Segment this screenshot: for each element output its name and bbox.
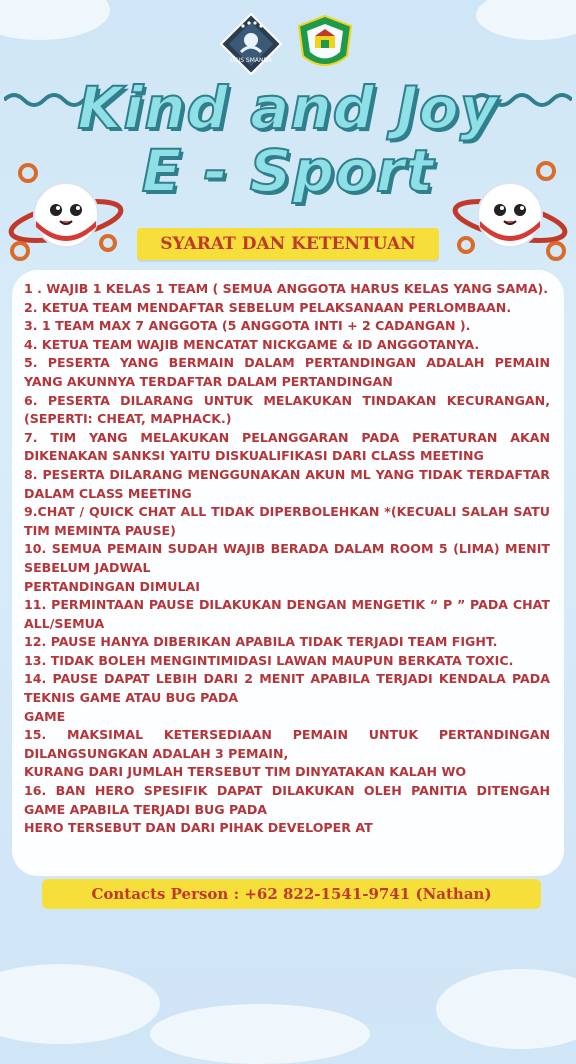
terms-banner: [137, 228, 439, 260]
contact-person-label: Contacts Person : +62 822-1541-9741 (Nathan): [91, 885, 492, 903]
rule-item: 10. SEMUA PEMAIN SUDAH WAJIB BERADA DALAM ROOM 5 (LIMA) MENIT SEBELUM JADWAL PERTANDINGAN DIMULAI: [24, 541, 550, 594]
rule-item: 12. PAUSE HANYA DIBERIKAN APABILA TIDAK TERJADI TEAM FIGHT.: [24, 634, 498, 650]
osis-smanda-logo-icon: [219, 12, 283, 76]
header-logos: [0, 12, 576, 76]
terms-banner-label: SYARAT DAN KETENTUAN: [160, 234, 416, 254]
rule-item: 7. TIM YANG MELAKUKAN PELANGGARAN PADA PERATURAN AKAN DIKENAKAN SANKSI YAITU DISKUALIFIKASI DARI CLASS MEETING: [24, 429, 550, 464]
rule-item: 14. PAUSE DAPAT LEBIH DARI 2 MENIT APABILA TERJADI KENDALA PADA TEKNIS GAME ATAU BUG PADA GAME: [24, 671, 550, 724]
cloud-decoration: [0, 964, 160, 1044]
egg-mascot-left-icon: [6, 155, 126, 275]
rule-item: 11. PERMINTAAN PAUSE DILAKUKAN DENGAN MENGETIK “ P ” PADA CHAT ALL/SEMUA: [24, 597, 550, 631]
cloud-decoration: [436, 969, 576, 1049]
rule-item: 6. PESERTA DILARANG UNTUK MELAKUKAN TINDAKAN KECURANGAN, (SEPERTI: CHEAT, MAPHACK.): [24, 392, 550, 427]
rule-item: 3. 1 TEAM MAX 7 ANGGOTA (5 ANGGOTA INTI + 2 CADANGAN ).: [24, 318, 471, 334]
osis-logo-text: OSIS SMANDA: [229, 57, 273, 64]
rule-item: 1 . WAJIB 1 KELAS 1 TEAM ( SEMUA ANGGOTA HARUS KELAS YANG SAMA).: [24, 281, 549, 296]
egg-mascot-right-icon: [450, 155, 570, 275]
contact-person-banner: [42, 879, 541, 909]
rules-list: [24, 280, 550, 838]
rule-item: 8. PESERTA DILARANG MENGGUNAKAN AKUN ML YANG TIDAK TERDAFTAR DALAM CLASS MEETING: [24, 466, 550, 501]
rule-item: 5. PESERTA YANG BERMAIN DALAM PERTANDINGAN ADALAH PEMAIN YANG AKUNNYA TERDAFTAR DALAM PERTANDINGAN: [24, 355, 550, 389]
rule-item: 16. BAN HERO SPESIFIK DAPAT DILAKUKAN OLEH PANITIA DITENGAH GAME APABILA TERJADI BUG PADA HERO TERSEBUT DAN DARI PIHAK DEVELOPER AT: [24, 783, 550, 836]
school-crest-logo-icon: [293, 12, 357, 76]
title-line-2: E - Sport: [141, 137, 435, 205]
rule-item: 4. KETUA TEAM WAJIB MENCATAT NICKGAME & ID ANGGOTANYA.: [24, 336, 480, 352]
rule-item: 13. TIDAK BOLEH MENGINTIMIDASI LAWAN MAUPUN BERKATA TOXIC.: [24, 652, 514, 668]
rule-item: 15. MAKSIMAL KETERSEDIAAN PEMAIN UNTUK PERTANDINGAN DILANGSUNGKAN ADALAH 3 PEMAIN, KURANG DARI JUMLAH TERSEBUT TIM DINYATAKAN KALAH WO: [24, 727, 550, 780]
rules-card: [12, 270, 564, 876]
rule-item: 9.CHAT / QUICK CHAT ALL TIDAK DIPERBOLEHKAN *(KECUALI SALAH SATU TIM MEMINTA PAUSE): [24, 504, 550, 538]
cloud-decoration: [150, 1004, 370, 1064]
rule-item: 2. KETUA TEAM MENDAFTAR SEBELUM PELAKSANAAN PERLOMBAAN.: [24, 299, 512, 315]
title-line-1: Kind and Joy: [77, 74, 499, 142]
